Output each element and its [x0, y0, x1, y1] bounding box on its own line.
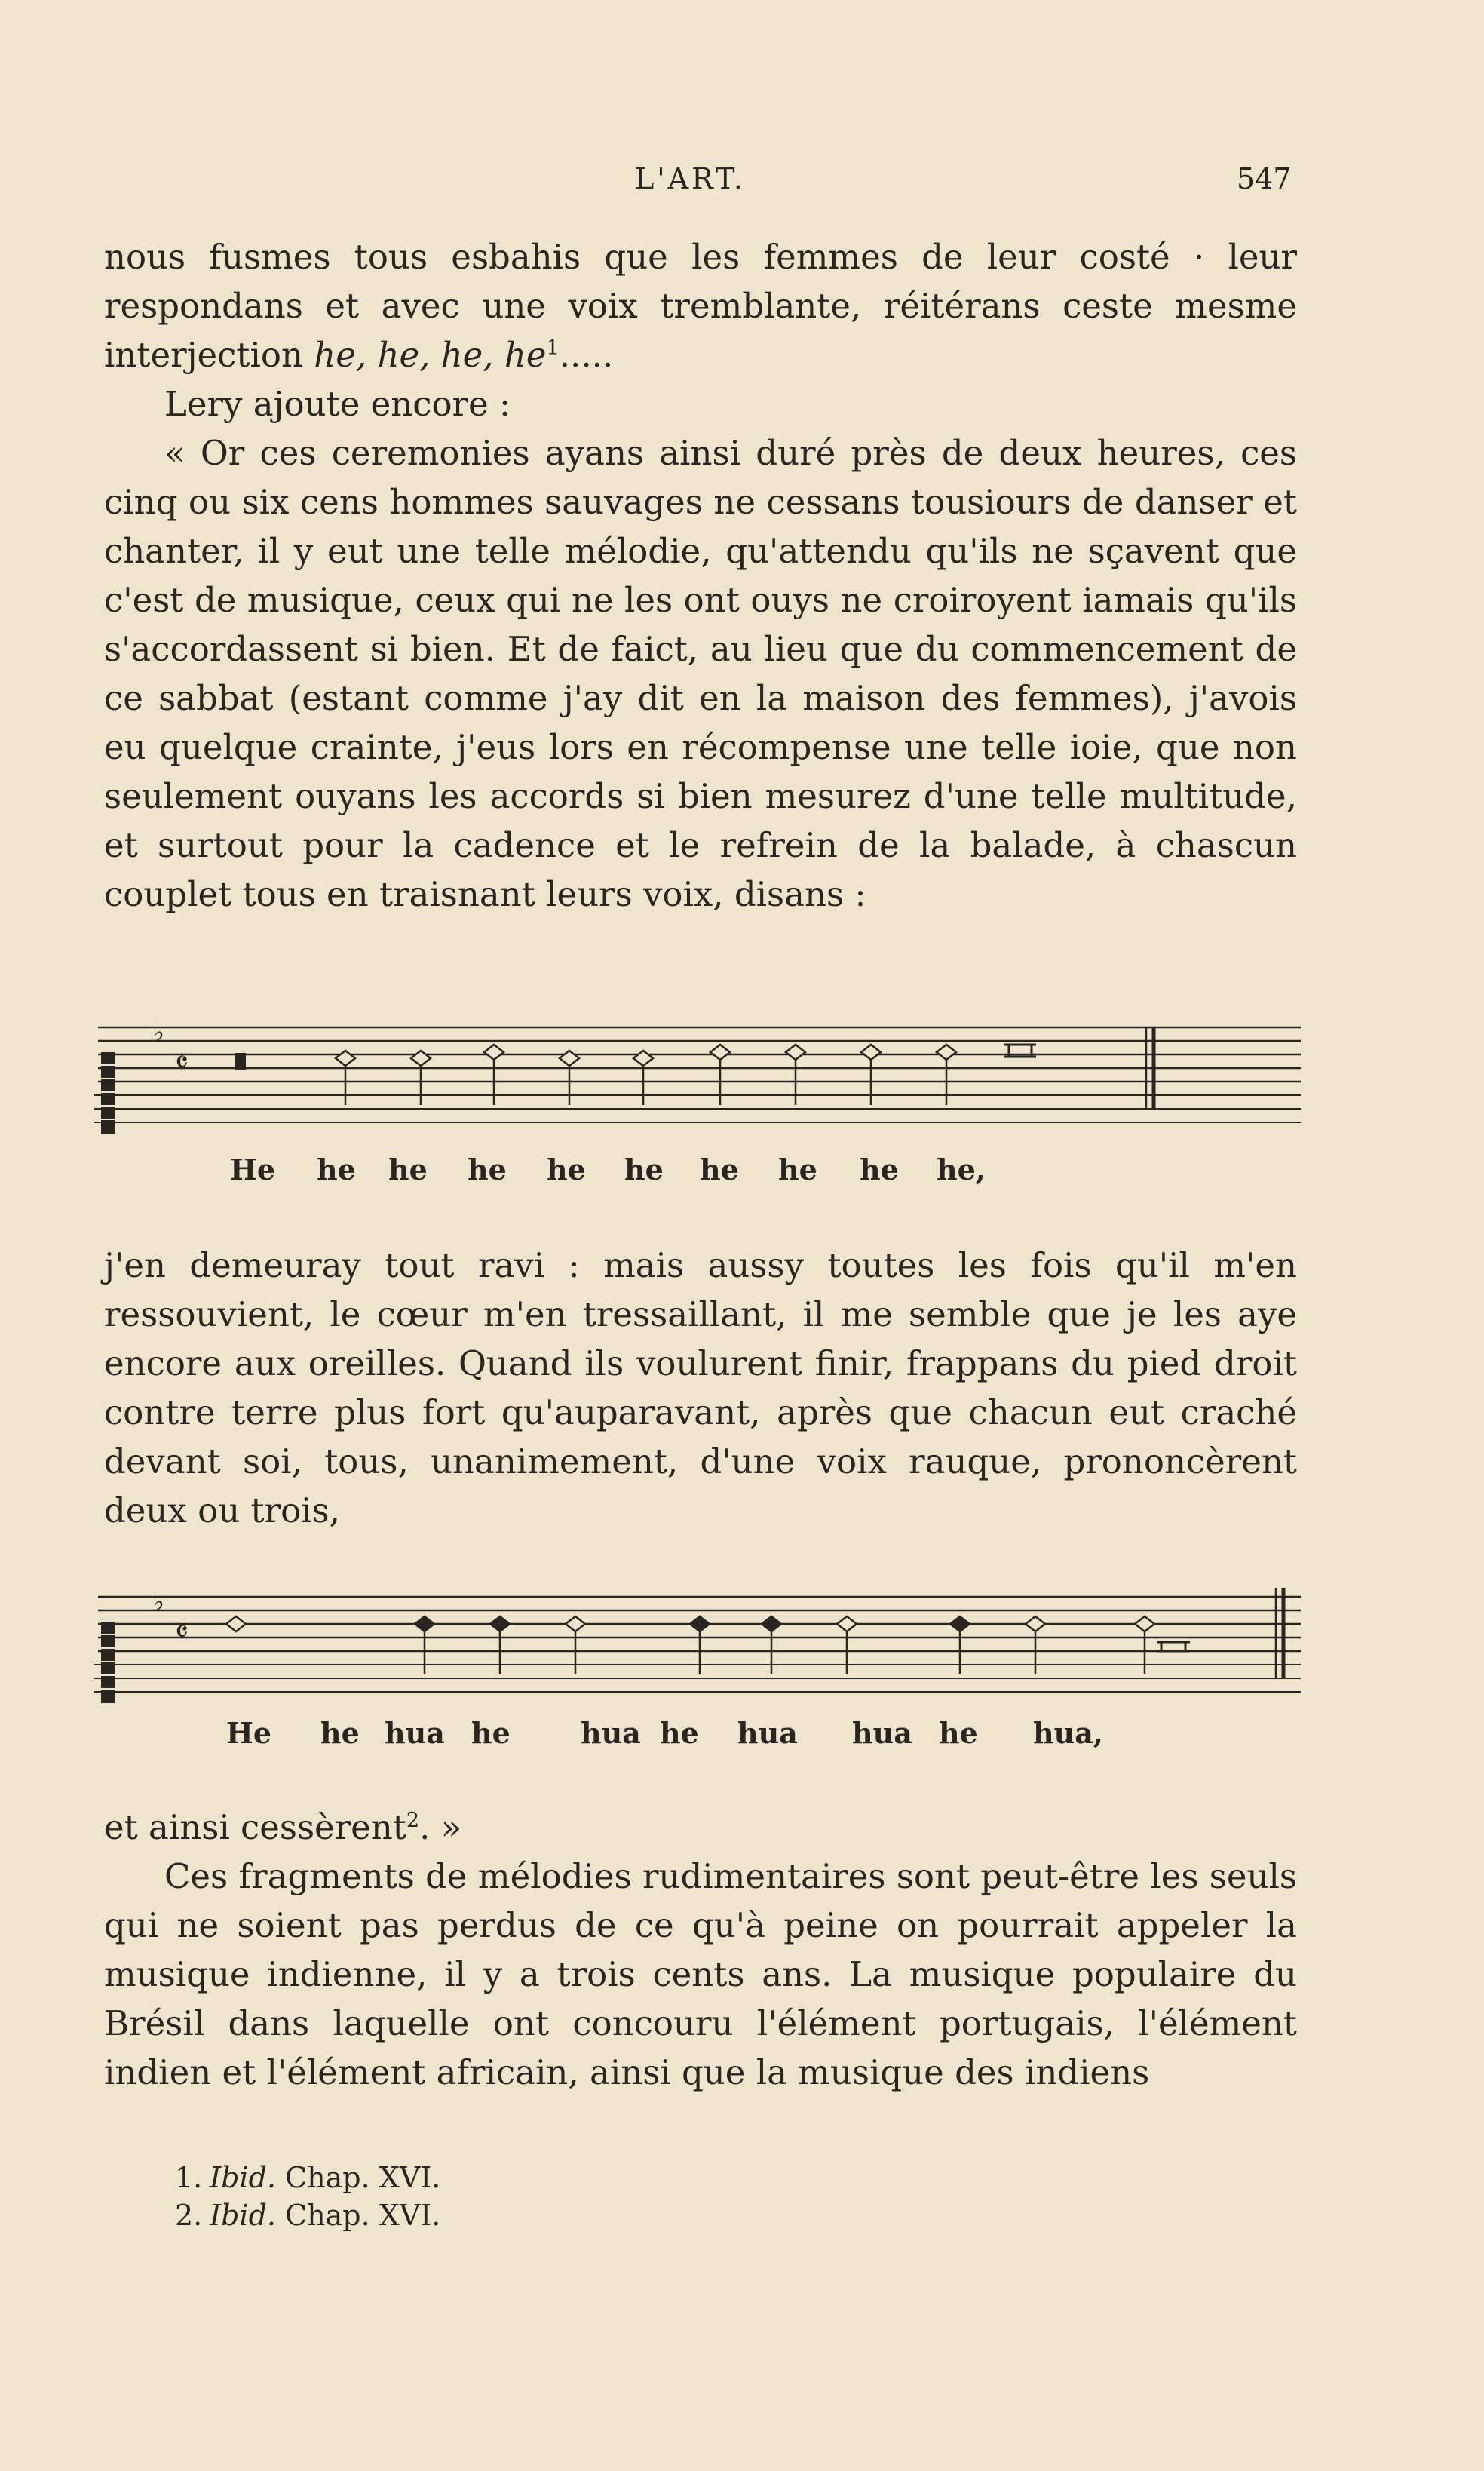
- lyric-syllable: he,: [937, 1153, 986, 1186]
- lyric-syllable: he: [547, 1153, 586, 1186]
- footnote-number: 1.: [175, 2161, 203, 2194]
- paragraph-3: « Or ces ceremonies ayans ainsi duré près de deux heures, ces cinq ou six cens hommes sauvages ne cessans tousiours de danser et chanter, il y eut une telle mélodie, qu'attendu qu'ils ne sçavent que c'est de musique, ceux qui ne les ont ouys ne croiroyent iamais qu'ils s'accordassent si bien. Et de faict, au lieu que du commencement de ce sabbat (estant comme j'ay dit en la maison des femmes), j'avois eu quelque crainte, j'eus lors en récompense une telle ioie, que non seulement ouyans les accords si bien mesurez d'une telle multitude, et surtout pour la cadence et le refrein de la balade, à chascun couplet tous en traisnant leurs voix, disans :: [104, 433, 1297, 914]
- lyric-syllable: hua: [581, 1716, 641, 1750]
- page-header: [0, 162, 1484, 207]
- footnote-number: 2.: [175, 2199, 203, 2232]
- text-block-2: [104, 1241, 1297, 1535]
- page-number: 547: [1237, 162, 1292, 195]
- svg-text:𝄵: 𝄵: [175, 1615, 189, 1650]
- staff-2-notation: [90, 1580, 1305, 1716]
- lyric-syllable: hua: [852, 1716, 912, 1750]
- staff-1-notation: [90, 1011, 1305, 1146]
- footnote-ref-2: 2: [406, 1809, 420, 1832]
- paragraph-6: Ces fragments de mélodies rudimentaires sont peut-être les seuls qui ne soient pas perdus de ce qu'à peine on pourrait appeler la musique indienne, il y a trois cents ans. La musique populaire du Brésil dans laquelle ont concouru l'élément portugais, l'élément indien et l'élément africain, ainsi que la musique des indiens: [104, 1856, 1297, 2092]
- footnote-ibid: Ibid.: [210, 2199, 276, 2232]
- lyric-syllable: he: [860, 1153, 899, 1186]
- lyric-syllable: He: [230, 1153, 276, 1186]
- staff-2-lyrics: [90, 1716, 1305, 1761]
- paragraph-5-text: et ainsi cessèrent: [104, 1807, 406, 1847]
- paragraph-4: j'en demeuray tout ravi : mais aussy toutes les fois qu'il m'en ressouvient, le cœur m'en tressaillant, il me semble que je les aye encore aux oreilles. Quand ils voulurent finir, frappans du pied droit contre terre plus fort qu'auparavant, après que chacun eut craché devant soi, tous, unanimement, d'une voix rauque, prononcèrent deux ou trois,: [104, 1245, 1297, 1530]
- footnotes: [175, 2159, 440, 2234]
- footnote-1: [175, 2159, 440, 2196]
- lyric-syllable: he: [660, 1716, 699, 1750]
- staff-1-lyrics: [90, 1153, 1305, 1198]
- lyric-syllable: he: [700, 1153, 739, 1186]
- lyric-syllable: he: [624, 1153, 664, 1186]
- lyric-syllable: hua: [737, 1716, 798, 1750]
- lyric-syllable: he: [471, 1716, 511, 1750]
- svg-text:♭: ♭: [152, 1018, 165, 1048]
- lyric-syllable: he: [468, 1153, 507, 1186]
- closing-quote: . »: [419, 1807, 462, 1847]
- text-block-3: [104, 1803, 1297, 2097]
- footnote-2: [175, 2196, 440, 2234]
- music-staff-2: [90, 1580, 1305, 1750]
- footnote-text: Chap. XVI.: [276, 2161, 441, 2194]
- footnote-text: Chap. XVI.: [276, 2199, 441, 2232]
- lyric-syllable: he: [939, 1716, 978, 1750]
- paragraph-2: Lery ajoute encore :: [164, 384, 511, 424]
- svg-text:♭: ♭: [152, 1587, 165, 1617]
- footnote-ibid: Ibid.: [210, 2161, 276, 2194]
- footnote-ref-1: 1: [546, 336, 560, 360]
- paragraph-1-text: nous fusmes tous esbahis que les femmes de leur costé · leur respondans et avec une voix tremblante, réitérans ceste mesme interjection: [104, 237, 1297, 375]
- text-block-1: [104, 232, 1297, 919]
- running-head: L'ART.: [635, 162, 746, 195]
- svg-text:𝄵: 𝄵: [175, 1045, 189, 1080]
- lyric-syllable: he: [320, 1716, 360, 1750]
- interjection: he, he, he, he: [314, 335, 547, 375]
- lyric-syllable: hua: [385, 1716, 445, 1750]
- paragraph-1: [104, 232, 1297, 379]
- lyric-syllable: hua,: [1033, 1716, 1104, 1750]
- lyric-syllable: he: [317, 1153, 356, 1186]
- music-staff-1: [90, 1011, 1305, 1186]
- ellipsis: .....: [559, 335, 614, 375]
- lyric-syllable: he: [778, 1153, 817, 1186]
- lyric-syllable: he: [388, 1153, 428, 1186]
- lyric-syllable: He: [226, 1716, 272, 1750]
- paragraph-5: [104, 1803, 1297, 1852]
